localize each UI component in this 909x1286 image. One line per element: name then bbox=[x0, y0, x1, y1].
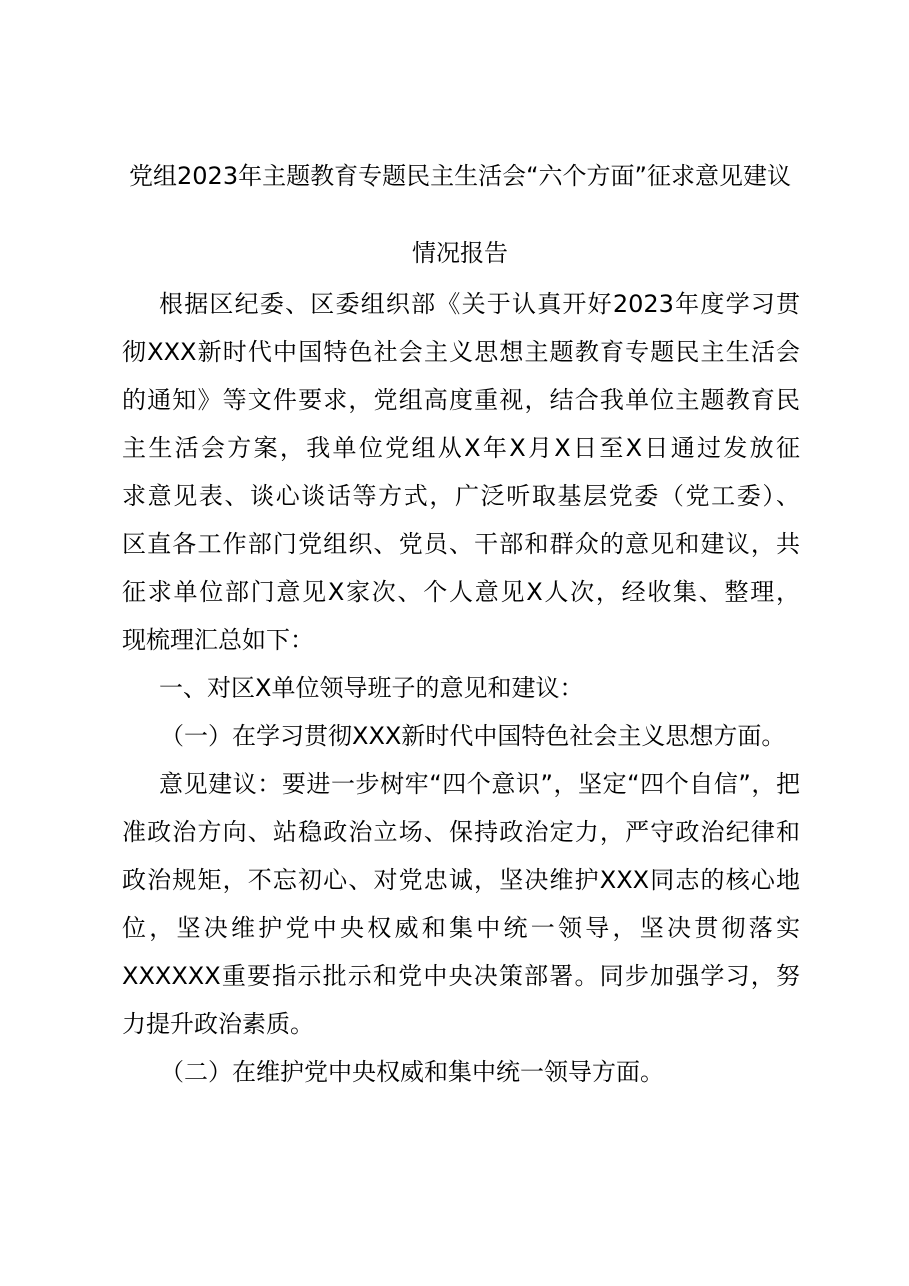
paragraph-line: 意见建议：要进一步树牢“四个意识”，坚定“四个自信”，把 bbox=[159, 770, 800, 798]
paragraph-line: 求意见表、谈心谈话等方式，广泛听取基层党委（党工委）、 bbox=[122, 482, 800, 510]
subsection-heading: （一）在学习贯彻XXX新时代中国特色社会主义思想方面。 bbox=[160, 722, 786, 750]
paragraph-line: XXXXXX重要指示批示和党中央决策部署。同步加强学习，努 bbox=[122, 962, 800, 990]
paragraph-line: 征求单位部门意见X家次、个人意见X人次，经收集、整理， bbox=[122, 578, 800, 606]
paragraph-line: 政治规矩，不忘初心、对党忠诚，坚决维护XXX同志的核心地 bbox=[122, 866, 800, 894]
paragraph-line: 区直各工作部门党组织、党员、干部和群众的意见和建议，共 bbox=[122, 530, 800, 558]
paragraph-line: 彻XXX新时代中国特色社会主义思想主题教育专题民主生活会 bbox=[122, 338, 800, 366]
subsection-heading: （二）在维护党中央权威和集中统一领导方面。 bbox=[160, 1058, 664, 1086]
paragraph-line: 的通知》等文件要求，党组高度重视，结合我单位主题教育民 bbox=[122, 386, 800, 414]
paragraph-line: 力提升政治素质。 bbox=[122, 1010, 314, 1038]
paragraph-line: 根据区纪委、区委组织部《关于认真开好2023年度学习贯 bbox=[159, 290, 800, 318]
paragraph-line: 位，坚决维护党中央权威和集中统一领导，坚决贯彻落实 bbox=[122, 914, 800, 942]
document-title-line-1: 党组2023年主题教育专题民主生活会“六个方面”征求意见建议 bbox=[129, 162, 791, 190]
paragraph-line: 主生活会方案，我单位党组从X年X月X日至X日通过发放征 bbox=[122, 434, 800, 462]
paragraph-line: 准政治方向、站稳政治立场、保持政治定力，严守政治纪律和 bbox=[122, 818, 800, 846]
section-heading: 一、对区X单位领导班子的意见和建议： bbox=[159, 674, 584, 702]
paragraph-line: 现梳理汇总如下： bbox=[122, 626, 314, 654]
document-title-line-2: 情况报告 bbox=[412, 239, 508, 267]
